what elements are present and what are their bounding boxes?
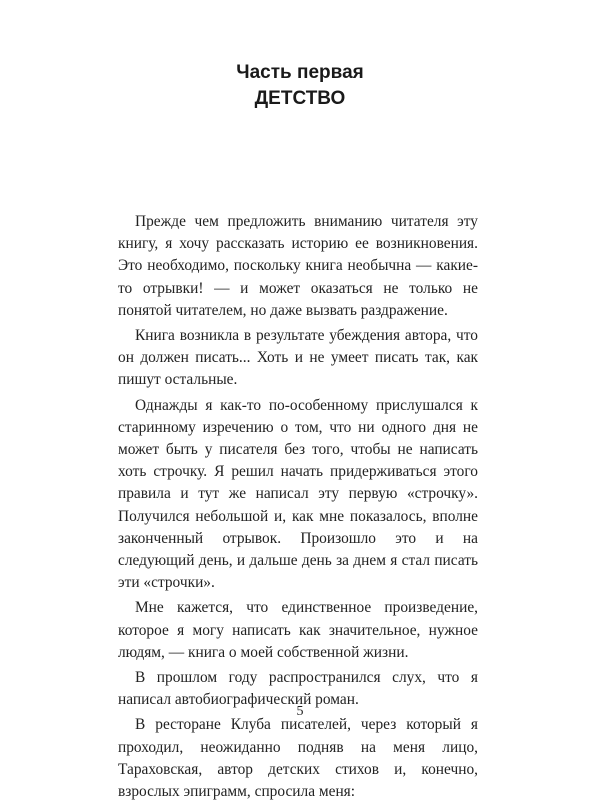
paragraph: В прошлом году распространился слух, что я написал автобиографический роман. [118, 669, 478, 709]
paragraph: В ресторане Клуба писателей, через который я проходил, неожиданно подняв на меня лицо, Тараховская, автор детских стихов и, конечно, взрослых эпиграмм, спросила меня: [118, 716, 478, 801]
part-title: Часть первая [236, 62, 364, 83]
paragraph: Прежде чем предложить вниманию читателя эту книгу, я хочу рассказать историю ее возникновения. Это необходимо, поскольку книга необычна — какие-то отрывки! — и может оказаться не только не понятой читателем, но даже вызвать раздражение. [118, 213, 478, 319]
paragraph: Книга возникла в результате убеждения автора, что он должен писать... Хоть и не умеет писать так, как пишут остальные. [118, 327, 478, 389]
chapter-title: ДЕТСТВО [254, 88, 346, 109]
page-number: 5 [296, 704, 304, 719]
paragraph: Однажды я как-то по-особенному прислушался к старинному изречению о том, что ни одного дня не может быть у писателя без того, чтобы не написать хоть строчку. Я решил начать придерживаться этого правила и тут же написал эту первую «строчку». Получился небольшой и, как мне показалось, вполне законченный отрывок. Произошло это и на следующий день, и дальше день за днем я стал писать эти «строчки». [118, 396, 478, 592]
paragraph: Мне кажется, что единственное произведение, которое я могу написать как значительное, нужное людям, — книга о моей собственной жизни. [118, 599, 478, 661]
chapter-heading [0, 60, 600, 112]
